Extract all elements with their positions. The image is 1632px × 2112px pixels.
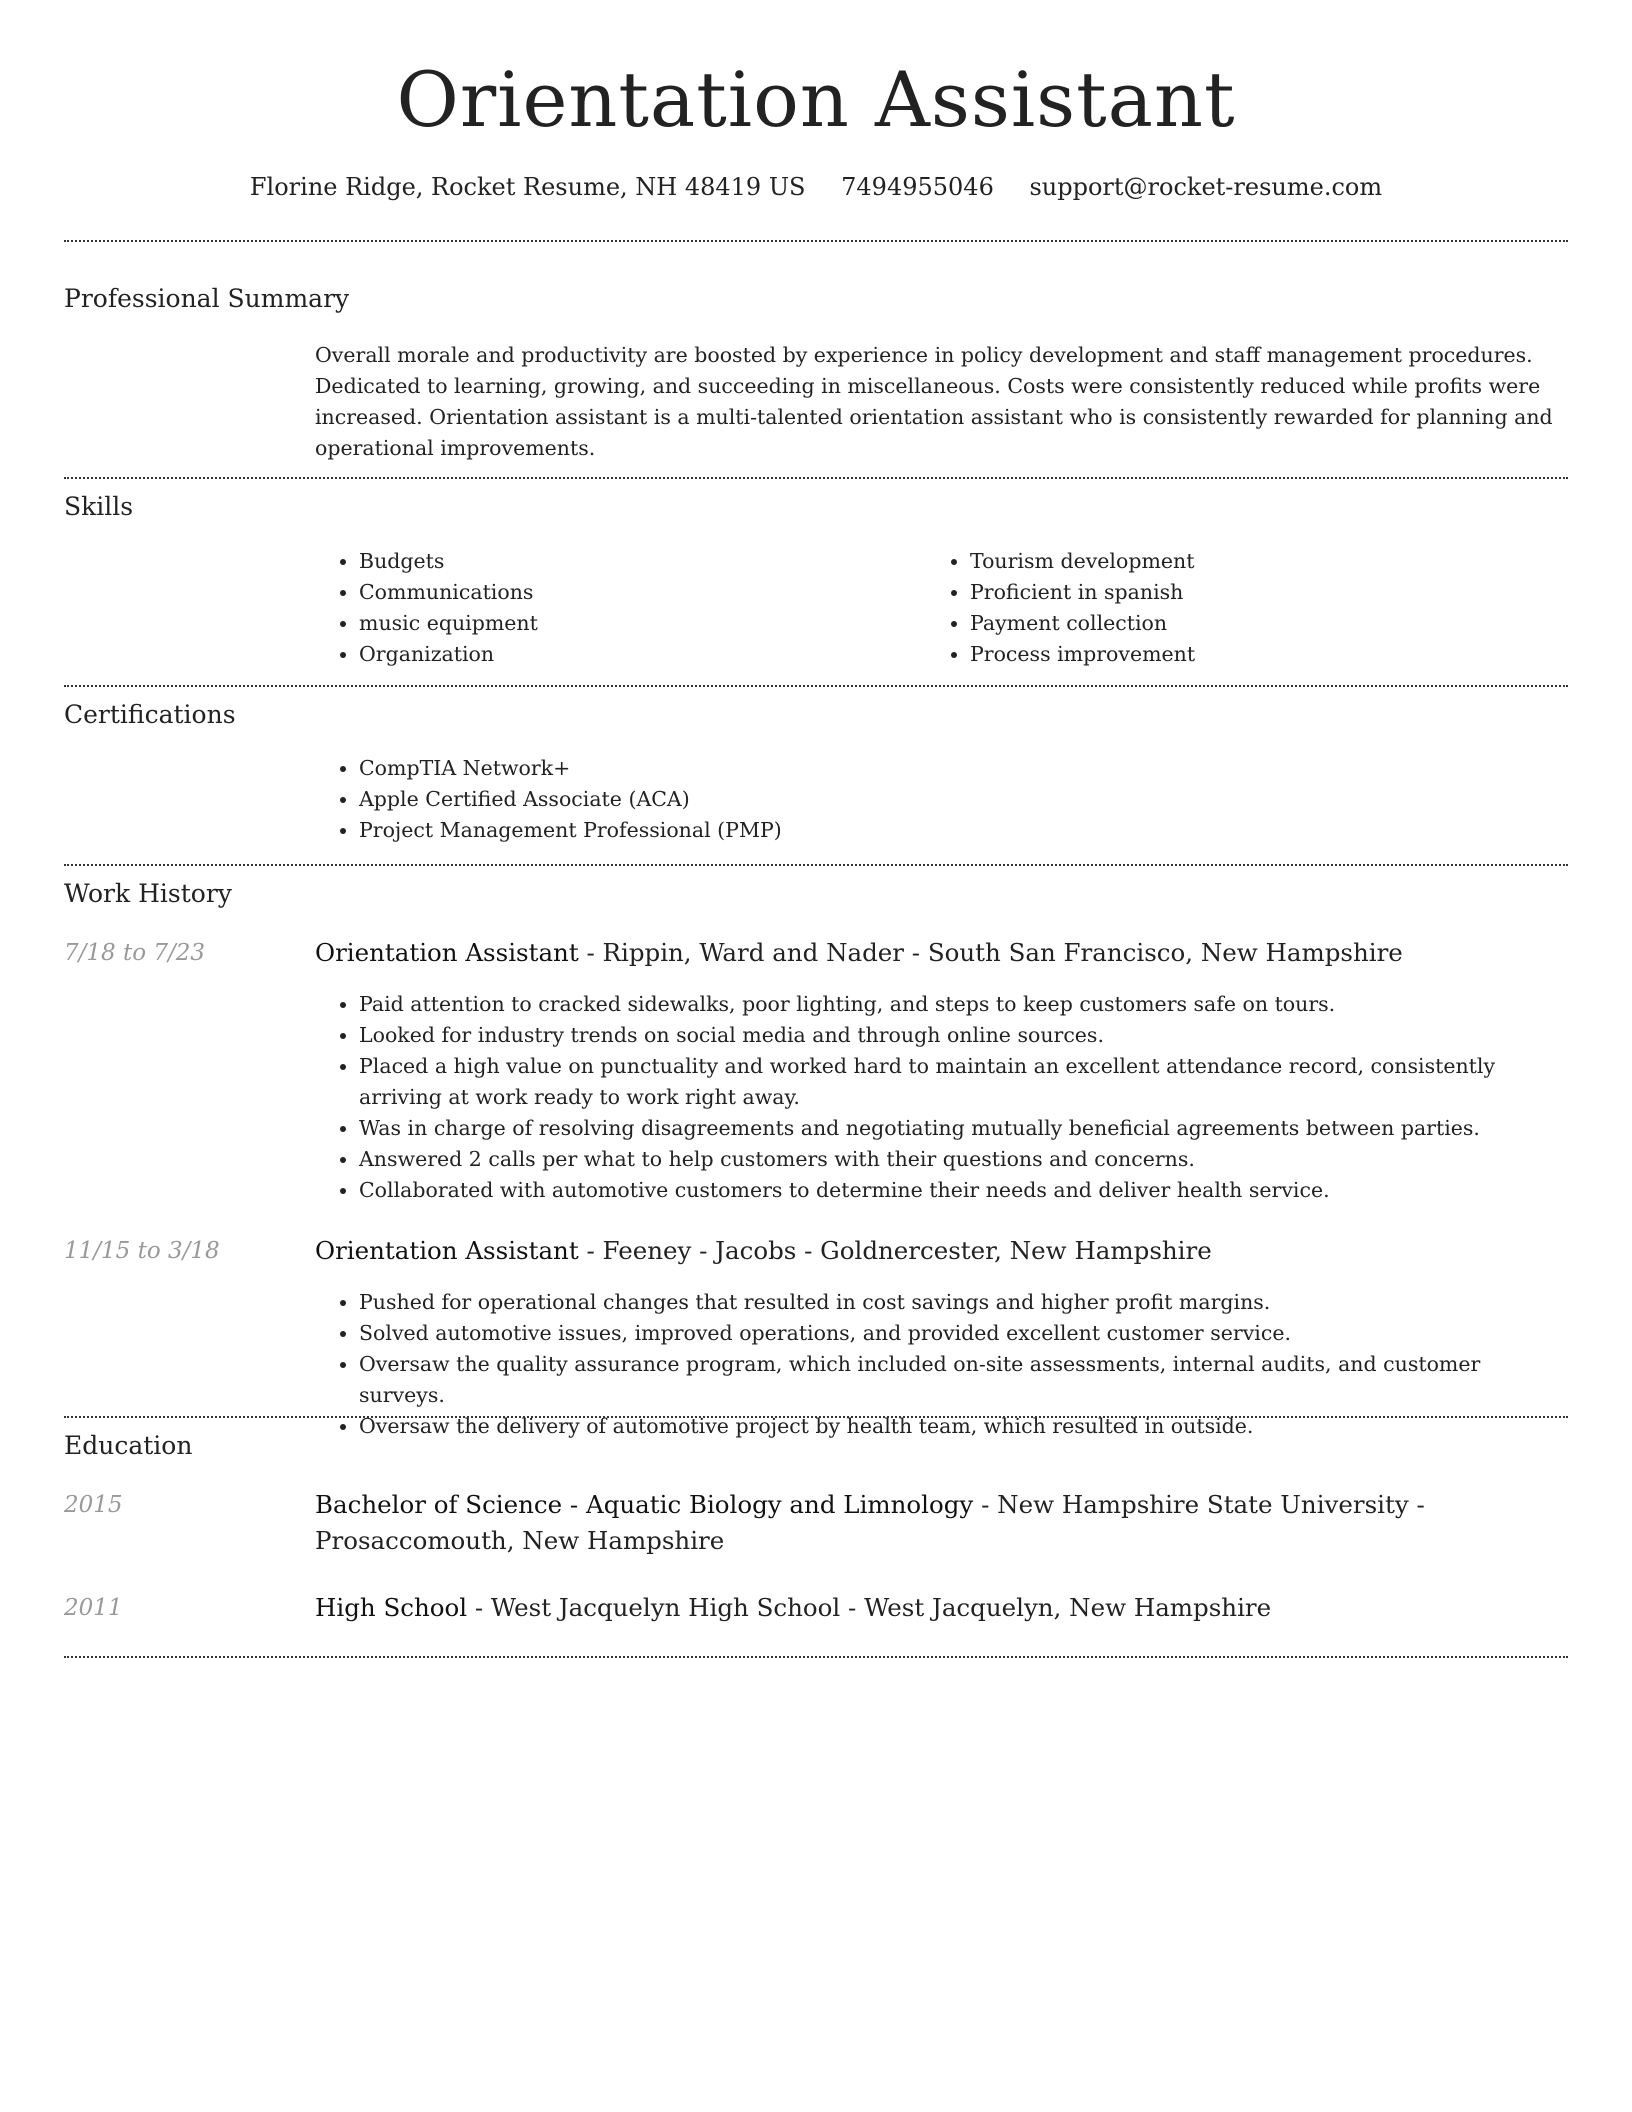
divider xyxy=(64,685,1568,687)
skill-item: • Tourism development xyxy=(970,546,1526,577)
divider xyxy=(64,240,1568,242)
education-degree: High School xyxy=(315,1593,468,1622)
job-title xyxy=(315,935,1568,971)
job-bullets xyxy=(315,1287,1568,1442)
certifications-list xyxy=(315,753,1568,846)
skill-item: • music equipment xyxy=(359,608,915,639)
summary-text: Overall morale and productivity are boosted by experience in policy development and staff management procedures. Dedicated to learning, growing, and succeeding in miscellaneous. Costs were consistently reduced while profits were increased. Orientation assistant is a multi-talented orientation assistant who is consistently rewarded for planning and operational improvements. xyxy=(315,343,1553,460)
job-role: Orientation Assistant xyxy=(315,938,579,967)
contact-phone: 7494955046 xyxy=(841,173,994,201)
divider xyxy=(64,1416,1568,1418)
education-year: 2011 xyxy=(64,1595,123,1621)
certification-item: • Project Management Professional (PMP) xyxy=(359,815,1568,846)
skill-item: • Organization xyxy=(359,639,915,670)
section-title-skills: Skills xyxy=(64,492,134,521)
education-degree: Bachelor of Science - Aquatic Biology and Limnology xyxy=(315,1490,974,1519)
job-bullet: • Oversaw the quality assurance program, which included on-site assessments, internal audits, and customer surveys. xyxy=(359,1349,1568,1411)
section-title-education: Education xyxy=(64,1431,193,1460)
job-role: Orientation Assistant xyxy=(315,1236,579,1265)
divider xyxy=(64,477,1568,479)
certification-item: • Apple Certified Associate (ACA) xyxy=(359,784,1568,815)
job-dates: 11/15 to 3/18 xyxy=(64,1238,220,1264)
job-bullet: • Looked for industry trends on social media and through online sources. xyxy=(359,1020,1568,1051)
section-title-work-history: Work History xyxy=(64,879,232,908)
job-bullet: • Pushed for operational changes that resulted in cost savings and higher profit margins. xyxy=(359,1287,1568,1318)
education-school-location: - West Jacquelyn High School - West Jacquelyn, New Hampshire xyxy=(467,1593,1272,1622)
skill-item: • Proficient in spanish xyxy=(970,577,1526,608)
skill-item: • Process improvement xyxy=(970,639,1526,670)
job-bullet: • Solved automotive issues, improved operations, and provided excellent customer service. xyxy=(359,1318,1568,1349)
certification-item: • CompTIA Network+ xyxy=(359,753,1568,784)
job-employer-location: - Rippin, Ward and Nader - South San Francisco, New Hampshire xyxy=(578,938,1403,967)
job-bullet: • Collaborated with automotive customers to determine their needs and deliver health service. xyxy=(359,1175,1568,1206)
education-entry xyxy=(315,1590,1568,1626)
job-bullet: • Paid attention to cracked sidewalks, poor lighting, and steps to keep customers safe on tours. xyxy=(359,989,1568,1020)
job-bullet: • Answered 2 calls per what to help customers with their questions and concerns. xyxy=(359,1144,1568,1175)
section-title-certifications: Certifications xyxy=(64,700,236,729)
job-dates: 7/18 to 7/23 xyxy=(64,940,206,966)
skill-item: • Communications xyxy=(359,577,915,608)
job-bullet: • Placed a high value on punctuality and worked hard to maintain an excellent attendance record, consistently arriving at work ready to work right away. xyxy=(359,1051,1568,1113)
job-title xyxy=(315,1233,1568,1269)
education-school-location: - New Hampshire State University - Prosaccomouth, New Hampshire xyxy=(315,1490,1425,1555)
job-bullets xyxy=(315,989,1568,1206)
skills-list-left xyxy=(315,546,915,670)
job-bullet: • Oversaw the delivery of automotive project by health team, which resulted in outside. xyxy=(359,1411,1568,1442)
education-entry xyxy=(315,1487,1568,1559)
skill-item: • Payment collection xyxy=(970,608,1526,639)
job-employer-location: - Feeney - Jacobs - Goldnercester, New Hampshire xyxy=(578,1236,1212,1265)
section-title-summary: Professional Summary xyxy=(64,284,350,313)
job-bullet: • Was in charge of resolving disagreements and negotiating mutually beneficial agreements between parties. xyxy=(359,1113,1568,1144)
candidate-name: Orientation Assistant xyxy=(396,55,1236,144)
skills-list-right xyxy=(926,546,1526,670)
education-year: 2015 xyxy=(64,1492,123,1518)
contact-address: Florine Ridge, Rocket Resume, NH 48419 US xyxy=(249,173,806,201)
divider xyxy=(64,864,1568,866)
contact-line xyxy=(64,170,1568,204)
divider xyxy=(64,1656,1568,1658)
contact-email: support@rocket-resume.com xyxy=(1029,173,1383,201)
skill-item: • Budgets xyxy=(359,546,915,577)
